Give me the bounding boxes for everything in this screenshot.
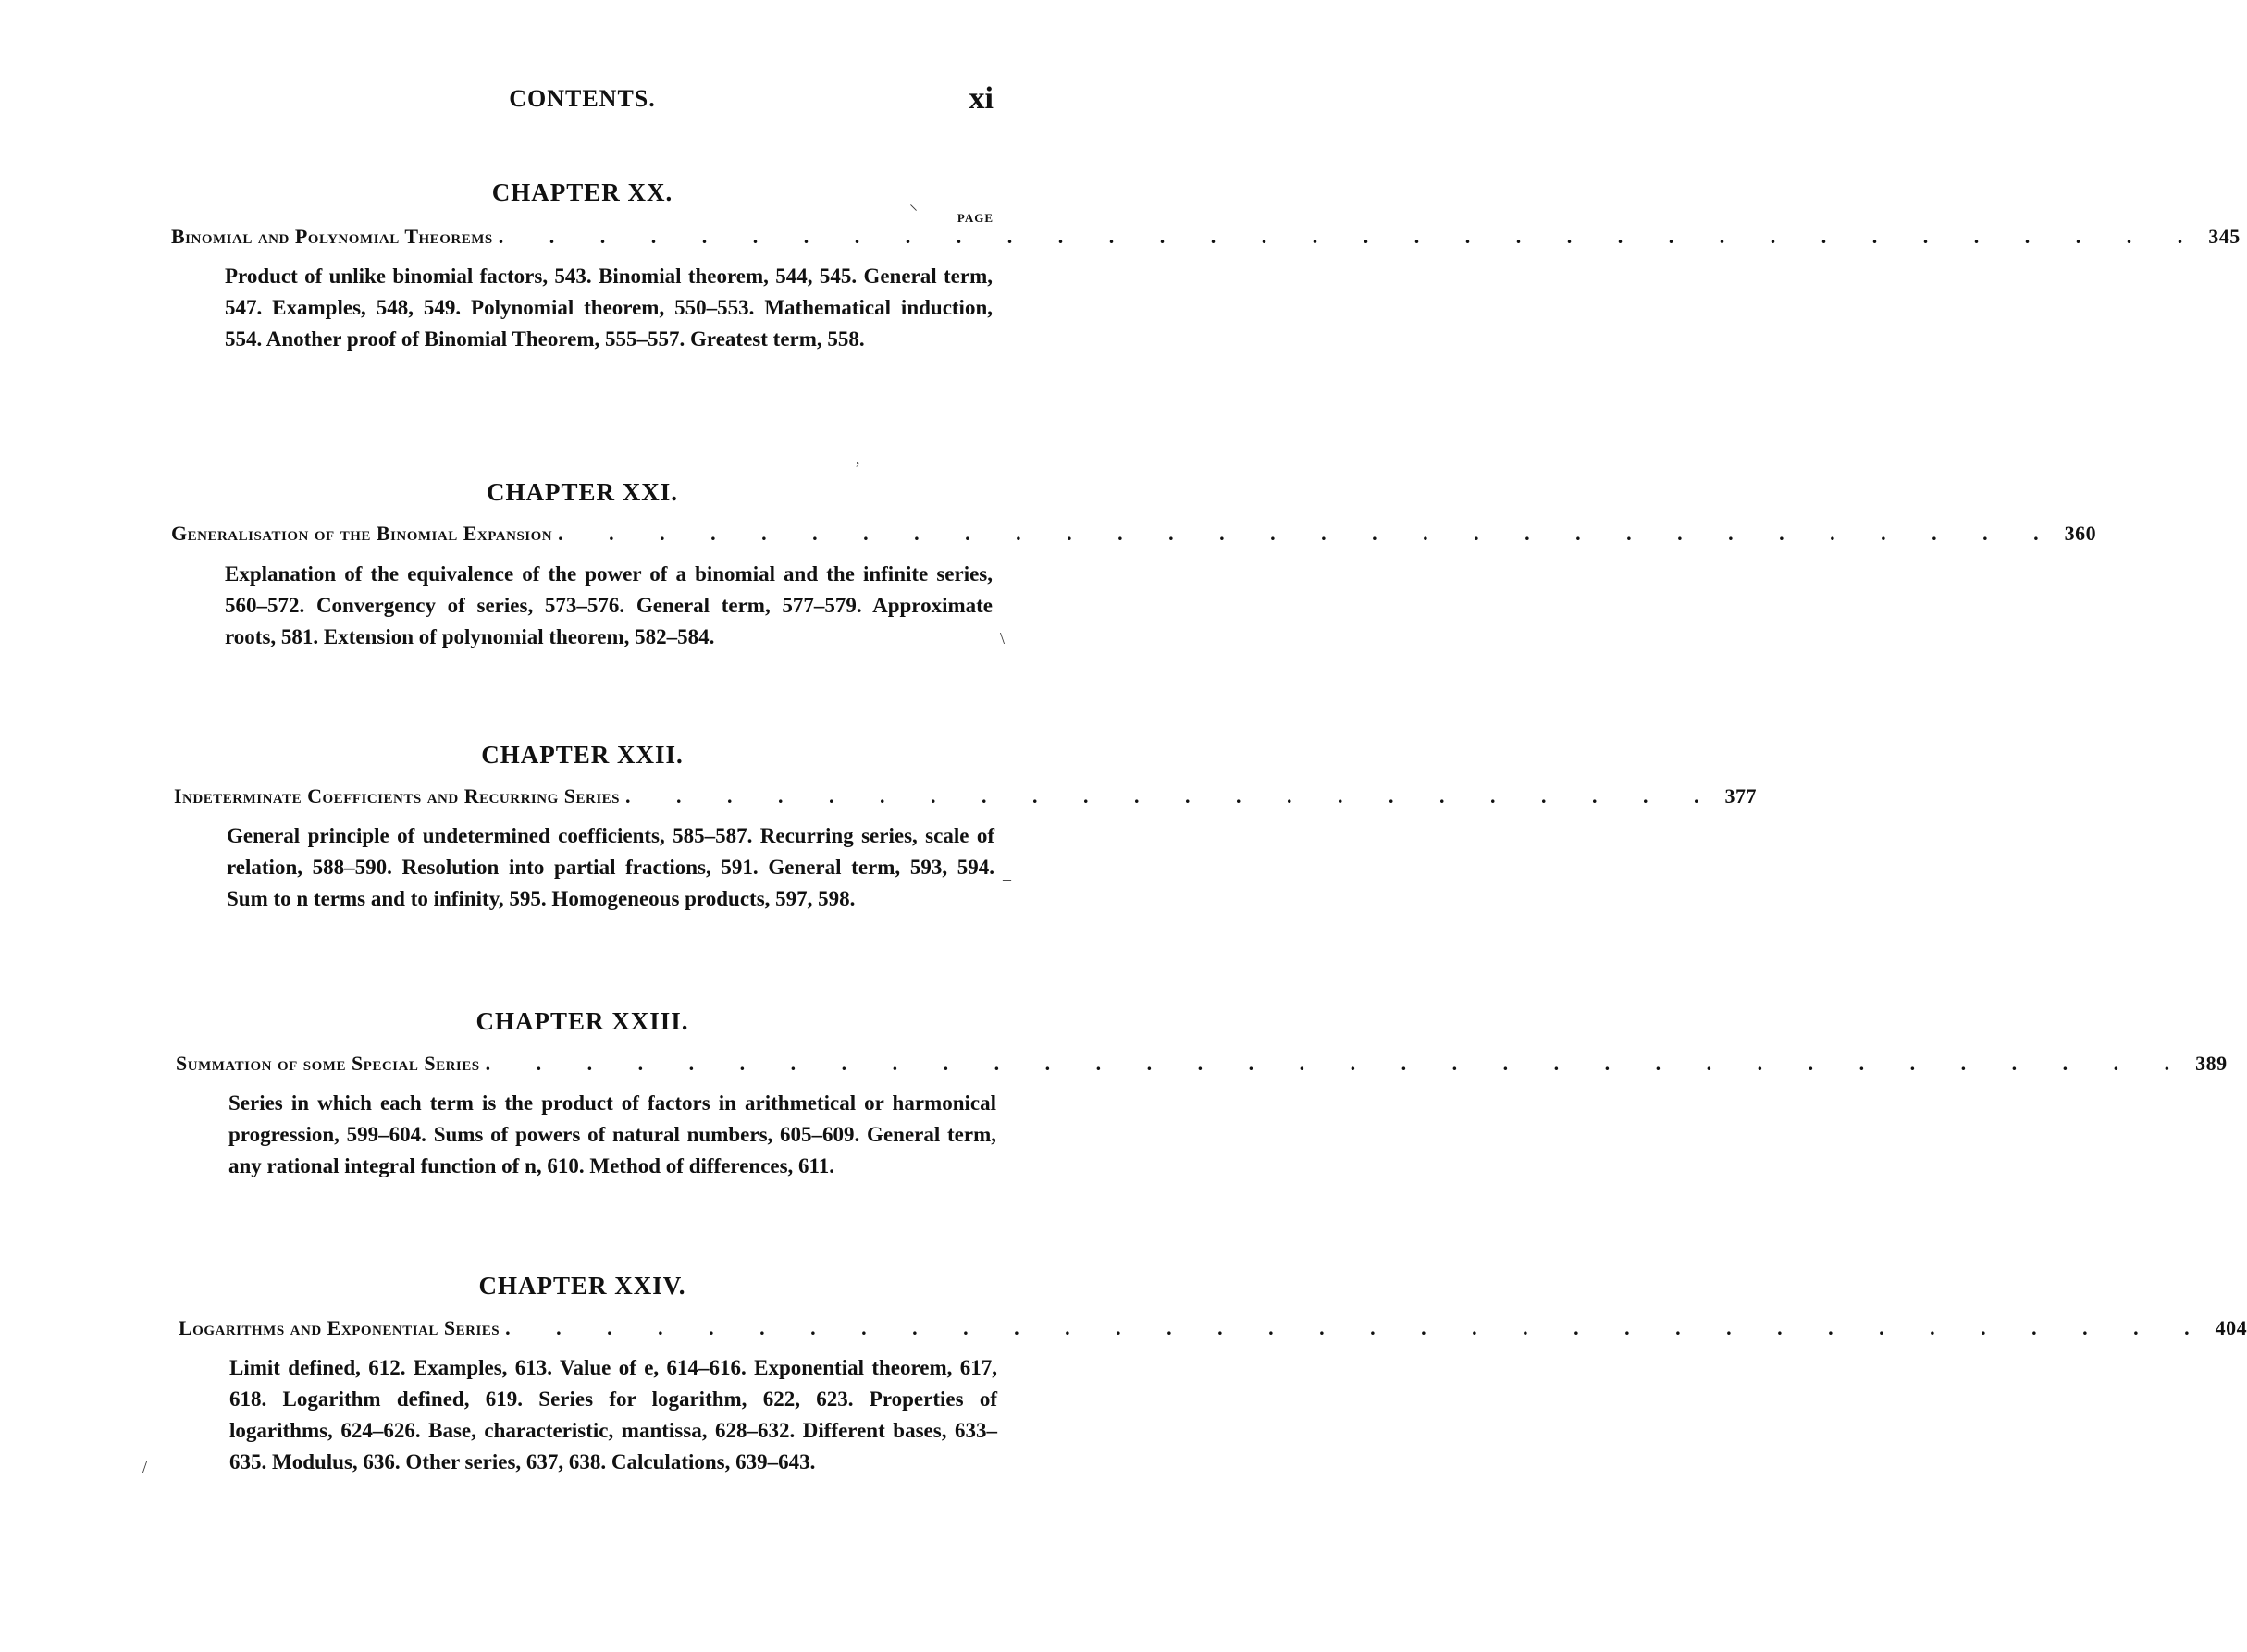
chapter-summary: General principle of undetermined coefficients, 585–587. Recurring series, scale of relation, 588–590. Resolution into partial fractions, 591. General term, 593, 594. Sum to n terms and to infinity, 595. Homogeneous products, 597, 598. xyxy=(227,824,994,910)
entry-page: 377 xyxy=(1724,784,1758,808)
chapter-heading: CHAPTER XX. xyxy=(491,179,673,206)
dot-leader: . . . . . . . . . . . . . . . . . . . . . . . . . . . . . . . . . . xyxy=(498,225,2204,248)
entry-page: 404 xyxy=(2215,1316,2247,1339)
entry-title: Generalisation of the Binomial Expansion xyxy=(171,522,553,545)
chapter-xxiii xyxy=(0,1003,1165,1040)
chapter-xx xyxy=(0,174,1165,211)
running-head xyxy=(0,81,1165,122)
page-title: CONTENTS. xyxy=(509,85,656,112)
chapter-entry xyxy=(171,522,2097,546)
chapter-heading: CHAPTER XXI. xyxy=(486,478,678,506)
scan-mark: ʼ xyxy=(855,459,860,477)
page-column-label: PAGE xyxy=(957,211,994,225)
chapter-summary: Limit defined, 612. Examples, 613. Value of e, 614–616. Exponential theorem, 617, 618. Logarithm defined, 619. Series for logarithm, 622, 623. Properties of logarithms, 624–626. Base, characteristic, mantissa, 628–632. Different bases, 633–635. Modulus, 636. Other series, 637, 638. Calculations, 639–643. xyxy=(229,1356,997,1473)
dot-leader: . . . . . . . . . . . . . . . . . . . . . . . . . . . . . . xyxy=(558,522,2059,545)
chapter-entry xyxy=(171,225,2241,249)
chapter-heading: CHAPTER XXII. xyxy=(481,741,684,769)
entry-page: 360 xyxy=(2064,522,2097,545)
chapter-summary: Series in which each term is the product of factors in arithmetical or harmonical progression, 599–604. Sums of powers of natural numbers, 605–609. General term, any rational integral function of n, 610. Method of differences, 611. xyxy=(228,1091,996,1177)
dot-leader: . . . . . . . . . . . . . . . . . . . . . . xyxy=(625,784,1720,808)
chapter-xxiv xyxy=(0,1267,1165,1304)
chapter-entry xyxy=(179,1316,2247,1340)
chapter-entry xyxy=(174,784,1758,808)
chapter-entry xyxy=(176,1052,2228,1076)
scan-mark: / xyxy=(142,1458,148,1476)
chapter-xxi xyxy=(0,474,1165,511)
chapter-heading: CHAPTER XXIV. xyxy=(478,1272,686,1300)
page-number: xi xyxy=(969,81,994,116)
entry-title: Binomial and Polynomial Theorems xyxy=(171,225,493,248)
entry-title: Summation of some Special Series xyxy=(176,1052,480,1075)
chapter-xxii xyxy=(0,736,1165,773)
chapter-summary: Explanation of the equivalence of the power of a binomial and the infinite series, 560–572. Convergency of series, 573–576. General term, 577–579. Approximate roots, 581. Extension of polynomial theorem, 582–584. xyxy=(225,562,993,648)
chapter-summary: Product of unlike binomial factors, 543. Binomial theorem, 544, 545. General term, 547. Examples, 548, 549. Polynomial theorem, 550–553. Mathematical induction, 554. Another proof of Binomial Theorem, 555–557. Greatest term, 558. xyxy=(225,265,993,351)
entry-page: 345 xyxy=(2208,225,2241,248)
entry-title: Logarithms and Exponential Series xyxy=(179,1316,500,1339)
dot-leader: . . . . . . . . . . . . . . . . . . . . . . . . . . . . . . . . . . xyxy=(485,1052,2191,1075)
dot-leader: . . . . . . . . . . . . . . . . . . . . . . . . . . . . . . . . . . xyxy=(505,1316,2210,1339)
entry-page: 389 xyxy=(2195,1052,2228,1075)
scan-mark: \ xyxy=(1000,629,1006,647)
entry-title: Indeterminate Coefficients and Recurring Series xyxy=(174,784,621,808)
scan-mark: – xyxy=(1003,869,1011,888)
scan-mark: ⸌ xyxy=(909,202,918,220)
chapter-heading: CHAPTER XXIII. xyxy=(475,1007,689,1035)
